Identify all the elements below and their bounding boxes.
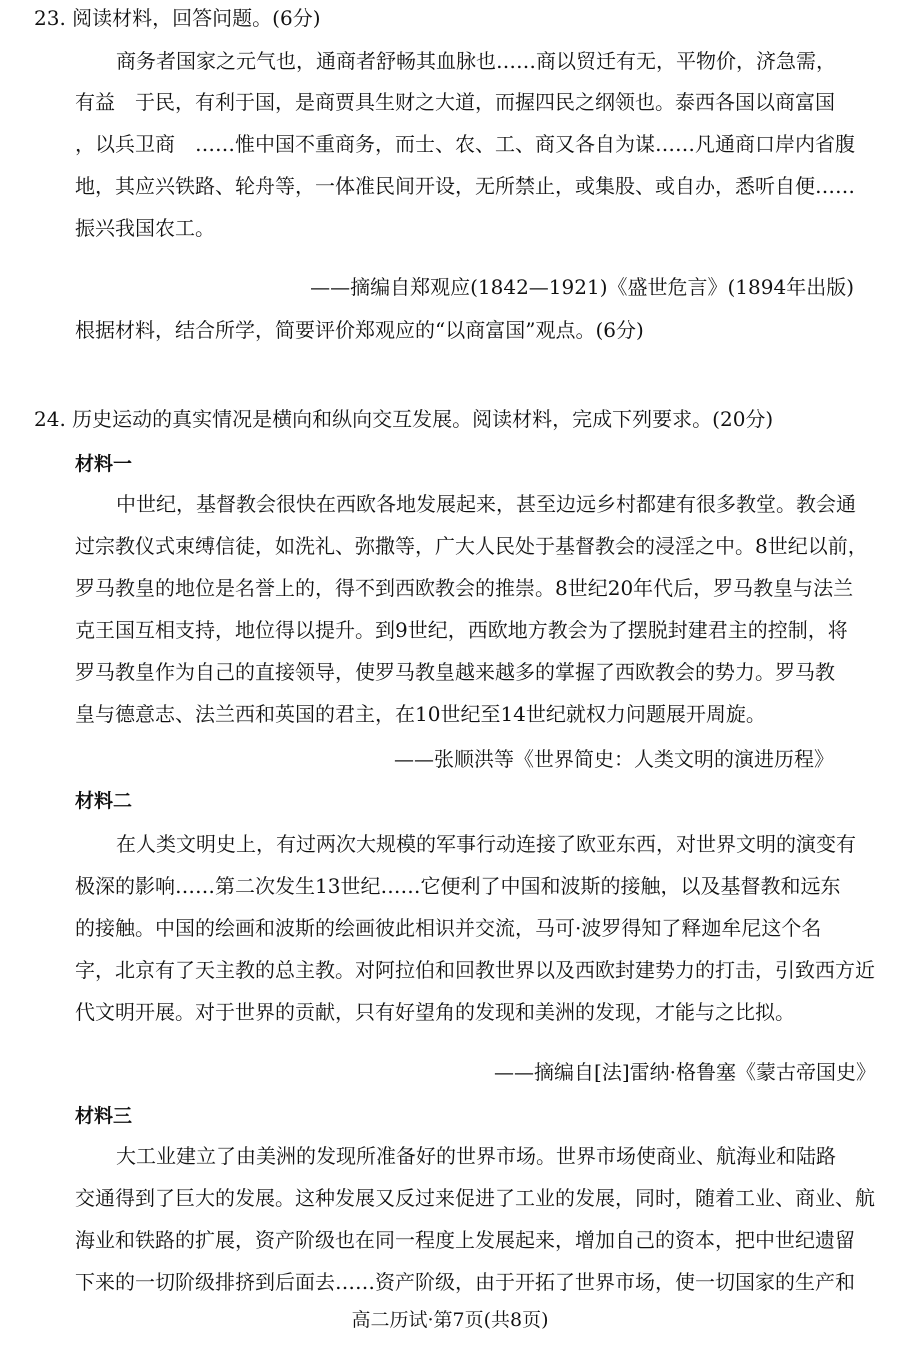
material-2-line-5: 代文明开展。对于世界的贡献，只有好望角的发现和美洲的发现，才能与之比拟。 (75, 1000, 795, 1024)
material-2-line-3: 的接触。中国的绘画和波斯的绘画彼此相识并交流，马可·波罗得知了释迦牟尼这个名 (75, 916, 822, 940)
material-2-line-2: 极深的影响……第二次发生13世纪……它便利了中国和波斯的接触，以及基督教和远东 (75, 874, 841, 898)
material-2-line-4: 字，北京有了天主教的总主教。对阿拉伯和回教世界以及西欧封建势力的打击，引致西方近 (75, 958, 875, 982)
material-1-title: 材料一 (75, 453, 133, 475)
material-3-line-2: 交通得到了巨大的发展。这种发展又反过来促进了工业的发展，同时，随着工业、商业、航 (75, 1186, 875, 1210)
q23-passage-line-3: ，以兵卫商 ……惟中国不重商务，而士、农、工、商又各自为谋……凡通商口岸内省腹 (75, 132, 855, 156)
material-1-line-2: 过宗教仪式束缚信徒，如洗礼、弥撒等，广大人民处于基督教会的浸淫之中。8世纪以前， (75, 534, 868, 558)
material-3-line-3: 海业和铁路的扩展，资产阶级也在同一程度上发展起来，增加自己的资本，把中世纪遗留 (75, 1228, 855, 1252)
material-2-line-1: 在人类文明史上，有过两次大规模的军事行动连接了欧亚东西，对世界文明的演变有 (116, 832, 856, 856)
q23-passage-line-1: 商务者国家之元气也，通商者舒畅其血脉也……商以贸迁有无，平物价，济急需， (116, 49, 836, 73)
material-1-source: ——张顺洪等《世界简史：人类文明的演进历程》 (394, 747, 834, 771)
q23-passage-line-5: 振兴我国农工。 (75, 216, 215, 240)
material-3-title: 材料三 (75, 1105, 133, 1127)
material-1-line-4: 克王国互相支持，地位得以提升。到9世纪，西欧地方教会为了摆脱封建君主的控制，将 (75, 618, 848, 642)
material-1-line-5: 罗马教皇作为自己的直接领导，使罗马教皇越来越多的掌握了西欧教会的势力。罗马教 (75, 660, 835, 684)
material-3-line-4: 下来的一切阶级排挤到后面去……资产阶级，由于开拓了世界市场，使一切国家的生产和 (75, 1270, 855, 1294)
material-1-line-1: 中世纪，基督教会很快在西欧各地发展起来，甚至边远乡村都建有很多教堂。教会通 (116, 492, 856, 516)
material-1-line-3: 罗马教皇的地位是名誉上的，得不到西欧教会的推崇。8世纪20年代后，罗马教皇与法兰 (75, 576, 854, 600)
question-23-header: 23. 阅读材料，回答问题。(6分) (34, 6, 321, 30)
material-1-line-6: 皇与德意志、法兰西和英国的君主，在10世纪至14世纪就权力问题展开周旋。 (75, 702, 766, 726)
material-2-source: ——摘编自[法]雷纳·格鲁塞《蒙古帝国史》 (494, 1060, 876, 1084)
question-24-header: 24. 历史运动的真实情况是横向和纵向交互发展。阅读材料，完成下列要求。(20分) (34, 407, 774, 431)
material-2-title: 材料二 (75, 790, 133, 812)
q23-question: 根据材料，结合所学，简要评价郑观应的“以商富国”观点。(6分) (75, 318, 644, 342)
q23-passage-line-2: 有益 于民，有利于国，是商贾具生财之大道，而握四民之纲领也。泰西各国以商富国 (75, 90, 835, 114)
material-3-line-1: 大工业建立了由美洲的发现所准备好的世界市场。世界市场使商业、航海业和陆路 (116, 1144, 836, 1168)
q23-passage-line-4: 地，其应兴铁路、轮舟等，一体准民间开设，无所禁止，或集股、或自办，悉听自便…… (75, 174, 855, 198)
q23-source: ——摘编自郑观应(1842—1921)《盛世危言》(1894年出版) (310, 275, 854, 299)
page-footer: 高二历试·第7页(共8页) (351, 1309, 549, 1331)
